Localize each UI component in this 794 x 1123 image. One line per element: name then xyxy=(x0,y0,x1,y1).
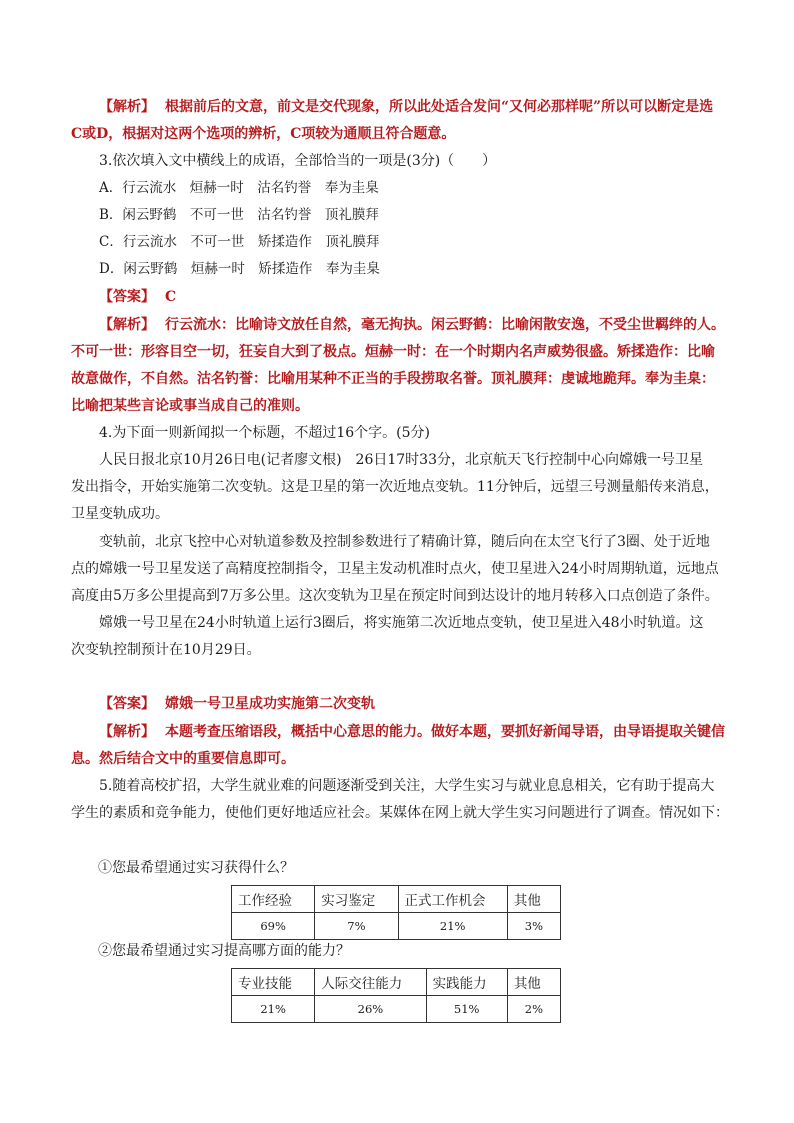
table-header-row xyxy=(232,969,561,996)
question-5-stem: 5.随着高校扩招，大学生就业难的问题逐渐受到关注，大学生实习与就业息息相关，它有助于提高大 xyxy=(99,778,715,794)
news-paragraph: 高度由5万多公里提高到7万多公里。这次变轨为卫星在预定时间到达设计的地月转移入口点创造了条件。 xyxy=(71,588,719,604)
answer-text: 嫦娥一号卫星成功实施第二次变轨 xyxy=(165,696,375,712)
survey-table-2 xyxy=(231,968,561,1023)
news-paragraph: 次变轨控制预计在10月29日。 xyxy=(71,642,261,658)
table-cell: 21% xyxy=(398,913,507,940)
question-3-option-d: D．闲云野鹤 烜赫一时 矫揉造作 奉为圭臬 xyxy=(99,261,380,277)
table-header-cell: 实践能力 xyxy=(426,969,507,996)
question-3-stem: 3.依次填入文中横线上的成语，全部恰当的一项是(3分)（ ） xyxy=(99,153,497,169)
answer-text: C xyxy=(165,289,177,305)
table-header-cell: 工作经验 xyxy=(232,886,315,913)
table-cell: 3% xyxy=(507,913,560,940)
news-paragraph: 点的嫦娥一号卫星发送了高精度控制指令，卫星主发动机准时点火，使卫星进入24小时周期轨道，远地点 xyxy=(71,561,719,577)
question-3-option-c: C．行云流水 不可一世 矫揉造作 顶礼膜拜 xyxy=(99,234,380,250)
news-paragraph: 人民日报北京10月26日电(记者廖文根) 26日17时33分，北京航天飞行控制中心向嫦娥一号卫星 xyxy=(99,452,703,468)
analysis-text: 故意做作，不自然。沽名钓誉：比喻用某种不正当的手段捞取名誉。顶礼膜拜：虔诚地跪拜。奉为圭臬： xyxy=(71,371,715,387)
table-header-cell: 实习鉴定 xyxy=(315,886,398,913)
survey-table-1 xyxy=(231,885,561,940)
analysis-line xyxy=(99,722,759,742)
news-paragraph: 卫星变轨成功。 xyxy=(71,506,169,522)
analysis-text: 息。然后结合文中的重要信息即可。 xyxy=(71,751,295,767)
table-cell: 51% xyxy=(426,996,507,1023)
analysis-line xyxy=(99,97,759,117)
question-4-stem: 4.为下面一则新闻拟一个标题，不超过16个字。(5分) xyxy=(99,425,431,441)
analysis-text: 行云流水：比喻诗文放任自然，毫无拘执。闲云野鹤：比喻闲散安逸，不受尘世羁绊的人。 xyxy=(165,317,725,333)
table-cell: 69% xyxy=(232,913,315,940)
analysis-text: C或D，根据对这两个选项的辨析，C项较为通顺且符合题意。 xyxy=(71,126,456,142)
analysis-text: 本题考查压缩语段，概括中心意思的能力。做好本题，要抓好新闻导语，由导语提取关键信 xyxy=(165,724,725,740)
answer-tag: 【答案】 xyxy=(99,696,155,712)
answer-line xyxy=(99,287,759,307)
analysis-text: 不可一世：形容目空一切，狂妄自大到了极点。烜赫一时：在一个时期内名声威势很盛。矫揉造作：比喻 xyxy=(71,344,715,360)
table-header-cell: 专业技能 xyxy=(232,969,315,996)
question-5-stem: 学生的素质和竞争能力，使他们更好地适应社会。某媒体在网上就大学生实习问题进行了调查。情况如下： xyxy=(71,805,729,821)
table-header-cell: 人际交往能力 xyxy=(315,969,426,996)
analysis-tag: 【解析】 xyxy=(99,317,155,333)
question-3-option-a: A．行云流水 烜赫一时 沽名钓誉 奉为圭臬 xyxy=(99,180,379,196)
table-cell: 2% xyxy=(507,996,560,1023)
table-cell: 26% xyxy=(315,996,426,1023)
table-header-cell: 其他 xyxy=(507,886,560,913)
analysis-text: 比喻把某些言论或事当成自己的准则。 xyxy=(71,398,309,414)
news-paragraph: 发出指令，开始实施第二次变轨。这是卫星的第一次近地点变轨。11分钟后，远望三号测量船传来消息， xyxy=(71,479,719,495)
analysis-tag: 【解析】 xyxy=(99,724,155,740)
answer-line xyxy=(99,694,759,714)
survey-question-2: ②您最希望通过实习提高哪方面的能力？ xyxy=(98,943,350,959)
analysis-text: 根据前后的文意，前文是交代现象，所以此处适合发问“又何必那样呢”所以可以断定是选 xyxy=(165,99,714,115)
table-header-row xyxy=(232,886,561,913)
question-3-option-b: B．闲云野鹤 不可一世 沽名钓誉 顶礼膜拜 xyxy=(99,207,379,223)
news-paragraph: 嫦娥一号卫星在24小时轨道上运行3圈后，将实施第二次近地点变轨，使卫星进入48小时轨道。这 xyxy=(99,615,704,631)
table-header-cell: 其他 xyxy=(507,969,560,996)
table-row xyxy=(232,913,561,940)
table-cell: 7% xyxy=(315,913,398,940)
analysis-tag: 【解析】 xyxy=(99,99,155,115)
survey-question-1: ①您最希望通过实习获得什么？ xyxy=(98,860,294,876)
table-cell: 21% xyxy=(232,996,315,1023)
news-paragraph: 变轨前，北京飞控中心对轨道参数及控制参数进行了精确计算，随后向在太空飞行了3圈、处于近地 xyxy=(99,534,710,550)
table-row xyxy=(232,996,561,1023)
answer-tag: 【答案】 xyxy=(99,289,155,305)
analysis-line xyxy=(99,315,759,335)
table-header-cell: 正式工作机会 xyxy=(398,886,507,913)
